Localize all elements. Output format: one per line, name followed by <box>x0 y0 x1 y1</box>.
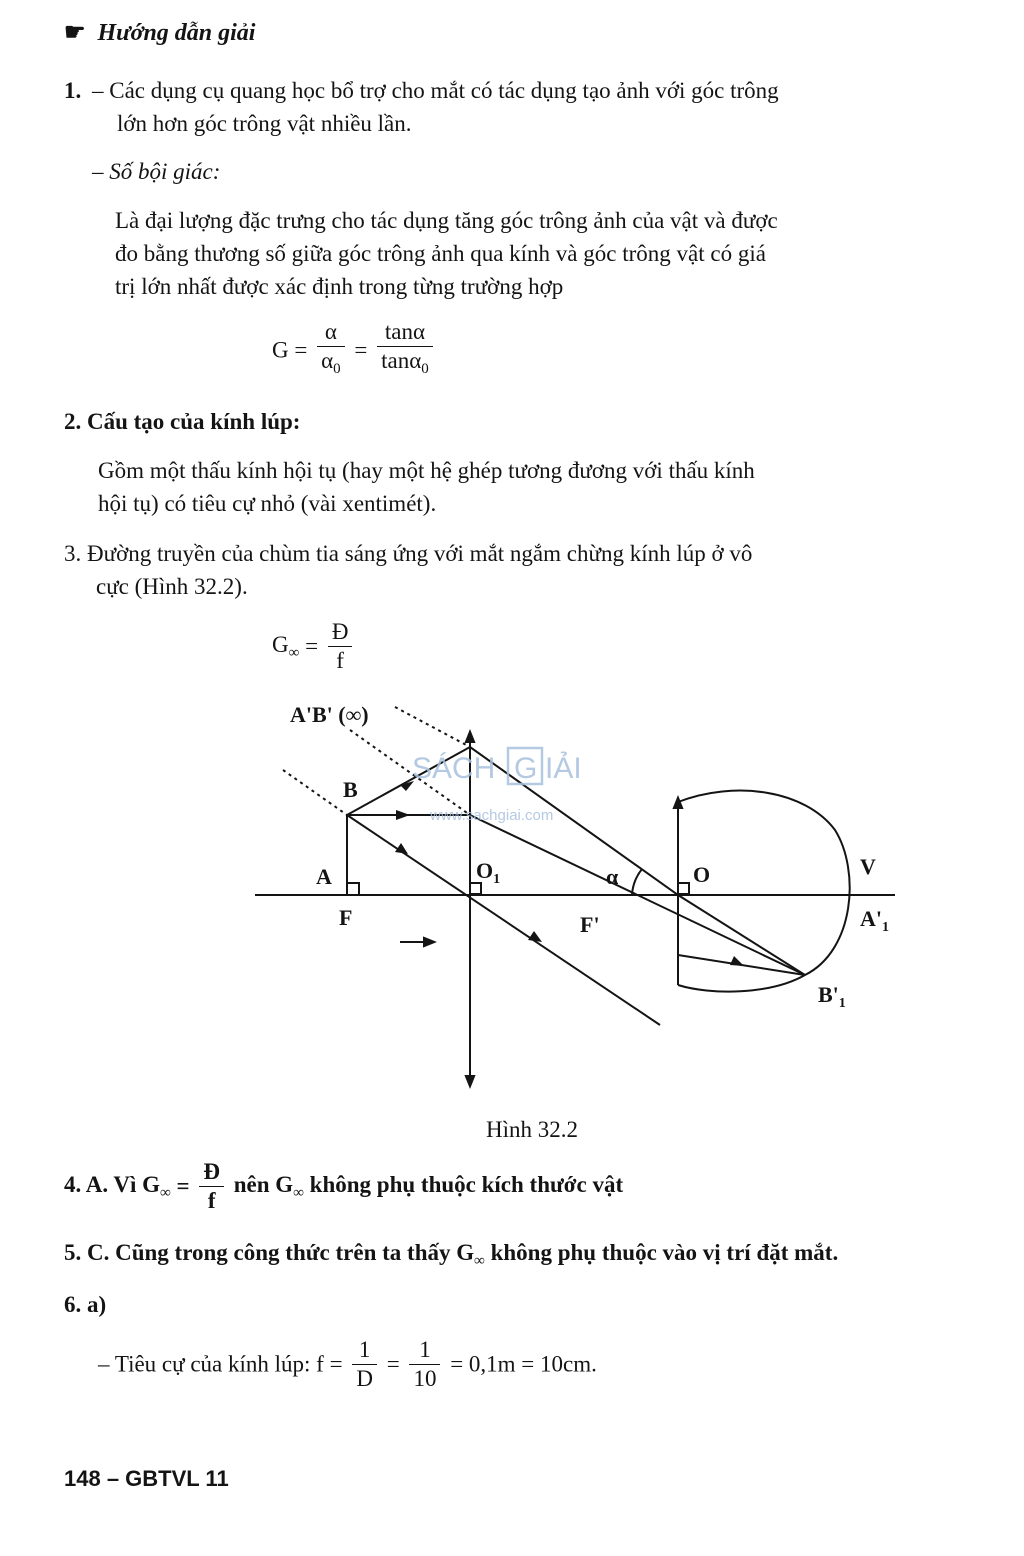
label-b1-prime: $B'_1$ <box>818 982 846 1011</box>
item-1-desc-1: Là đại lượng đặc trưng cho tác dụng tăng góc trông ảnh của vật và được <box>115 208 778 233</box>
label-b: B <box>343 777 358 802</box>
item-1-number: 1. <box>64 78 82 103</box>
label-a1-prime: $A'_1$ <box>860 906 889 935</box>
right-angle-o1 <box>470 883 481 894</box>
dotted-extension-3 <box>283 770 347 815</box>
figure-caption: Hình 32.2 <box>486 1117 578 1142</box>
arrowhead-2 <box>396 810 410 820</box>
item-2-line-2: hội tụ) có tiêu cự nhỏ (vài xentimét). <box>98 491 437 516</box>
item-4: 4. A. Vì $G_\infty$ = $\frac{Đ}{f}$ nên $G_\infty$ không phụ thuộc kích thước vật <box>64 1159 624 1213</box>
item-1-subhead: – Số bội giác: <box>92 159 221 184</box>
item-2-title: 2. Cấu tạo của kính lúp: <box>64 409 301 434</box>
page-footer: 148 – GBTVL 11 <box>64 1466 229 1491</box>
item-3-line-2: cực (Hình 32.2). <box>96 574 248 599</box>
label-v: V <box>860 854 876 879</box>
item-5: 5. C. Cũng trong công thức trên ta thấy $G_\infty$ không phụ thuộc vào vị trí đặt mắt. <box>64 1240 839 1269</box>
label-image-infinity: A'B' (∞) <box>290 702 369 727</box>
formula-magnification: G = $\frac{\alpha}{\alpha_0}$ = $\frac{\tan\alpha}{\tan\alpha_0}$ <box>272 318 437 383</box>
watermark <box>412 748 582 824</box>
item-1-line-1: – Các dụng cụ quang học bổ trợ cho mắt có tác dụng tạo ảnh với góc trông <box>92 78 779 103</box>
pointing-hand-icon: ☛ <box>64 20 86 46</box>
section-heading: ☛ Hướng dẫn giải <box>64 20 256 46</box>
svg-text:SÁCH: SÁCH <box>412 752 496 785</box>
ray-b-center <box>347 815 660 1025</box>
item-1-desc-2: đo bằng thương số giữa góc trông ảnh qua kính và góc trông vật có giá <box>115 241 766 266</box>
item-2-line-1: Gồm một thấu kính hội tụ (hay một hệ ghép tương đương với thấu kính <box>98 458 755 483</box>
right-angle-o <box>678 883 689 894</box>
formula-g-infinity: $G_\infty$ = $\frac{Đ}{f}$ <box>272 618 356 675</box>
label-o: O <box>693 862 711 887</box>
right-angle-a <box>347 883 359 895</box>
svg-text:www.sachgiai.com: www.sachgiai.com <box>430 807 554 824</box>
label-f: F <box>339 905 353 930</box>
item-3-line-1: 3. Đường truyền của chùm tia sáng ứng với mắt ngắm chừng kính lúp ở vô <box>64 541 753 566</box>
dotted-extension-1 <box>395 707 470 747</box>
ray-inside-eye-1 <box>678 895 805 975</box>
arrowhead-4 <box>528 931 542 942</box>
item-6-focal-length: – Tiêu cự của kính lúp: f = $\frac{1}{D}$ = $\frac{1}{10}$ = 0,1m = 10cm. <box>98 1337 597 1391</box>
item-1-desc-3: trị lớn nhất được xác định trong từng trường hợp <box>115 274 564 299</box>
label-alpha: α <box>606 864 619 889</box>
item-1-line-2: lớn hơn góc trông vật nhiều lần. <box>117 111 412 136</box>
label-a: A <box>316 864 332 889</box>
arrowhead-5 <box>730 956 744 966</box>
svg-text:IẢI: IẢI <box>545 752 582 785</box>
label-o1: $O_1$ <box>476 858 501 887</box>
label-f-prime: F' <box>580 912 600 937</box>
alpha-arc <box>632 869 642 895</box>
eye-outline <box>678 791 850 992</box>
item-6-label: 6. a) <box>64 1292 107 1317</box>
svg-text:G: G <box>514 752 538 785</box>
